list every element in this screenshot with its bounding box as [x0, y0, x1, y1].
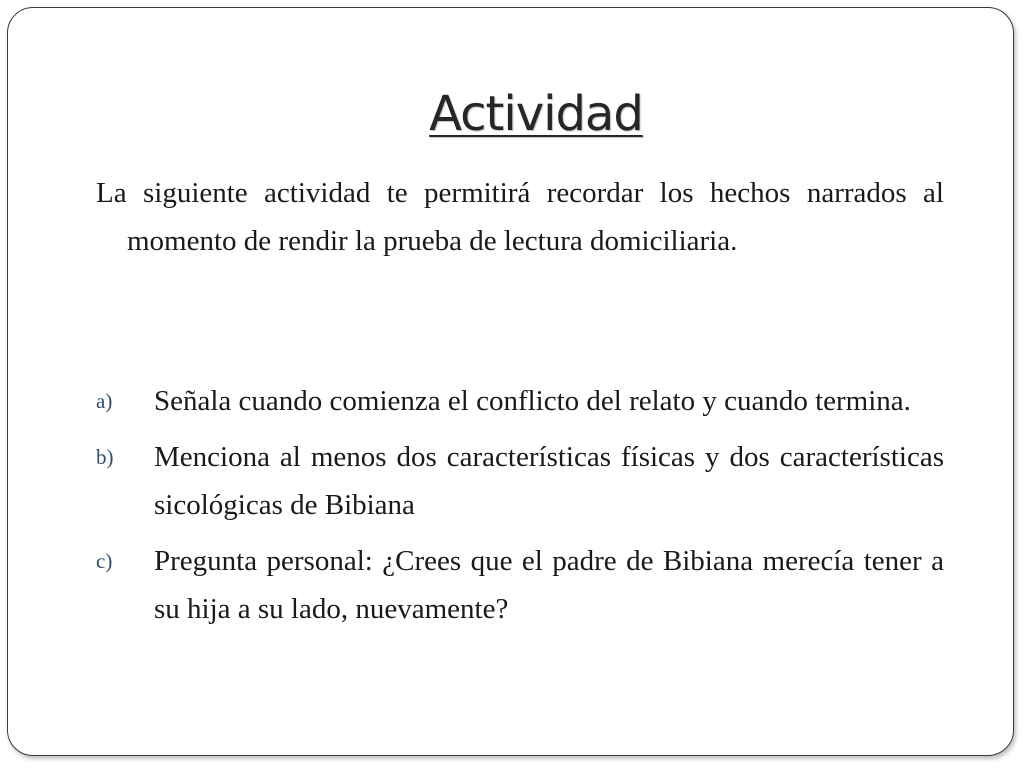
list-item: [96, 377, 944, 425]
activity-list: [96, 377, 944, 641]
list-marker: a): [96, 389, 113, 413]
intro-paragraph: La siguiente actividad te permitirá recordar los hechos narrados al momento de rendir la prueba de lectura domiciliaria.: [96, 177, 944, 257]
list-item-text: Señala cuando comienza el conflicto del relato y cuando termina.: [154, 385, 911, 417]
slide-title: Actividad: [429, 86, 643, 142]
list-marker: c): [96, 549, 113, 573]
list-item: [96, 537, 944, 633]
list-item-text: Pregunta personal: ¿Crees que el padre de Bibiana merecía tener a su hija a su lado, nuevamente?: [154, 545, 944, 625]
list-marker: b): [96, 445, 114, 469]
list-item: [96, 433, 944, 529]
list-item-text: Menciona al menos dos características físicas y dos características sicológicas de Bibiana: [154, 441, 944, 521]
